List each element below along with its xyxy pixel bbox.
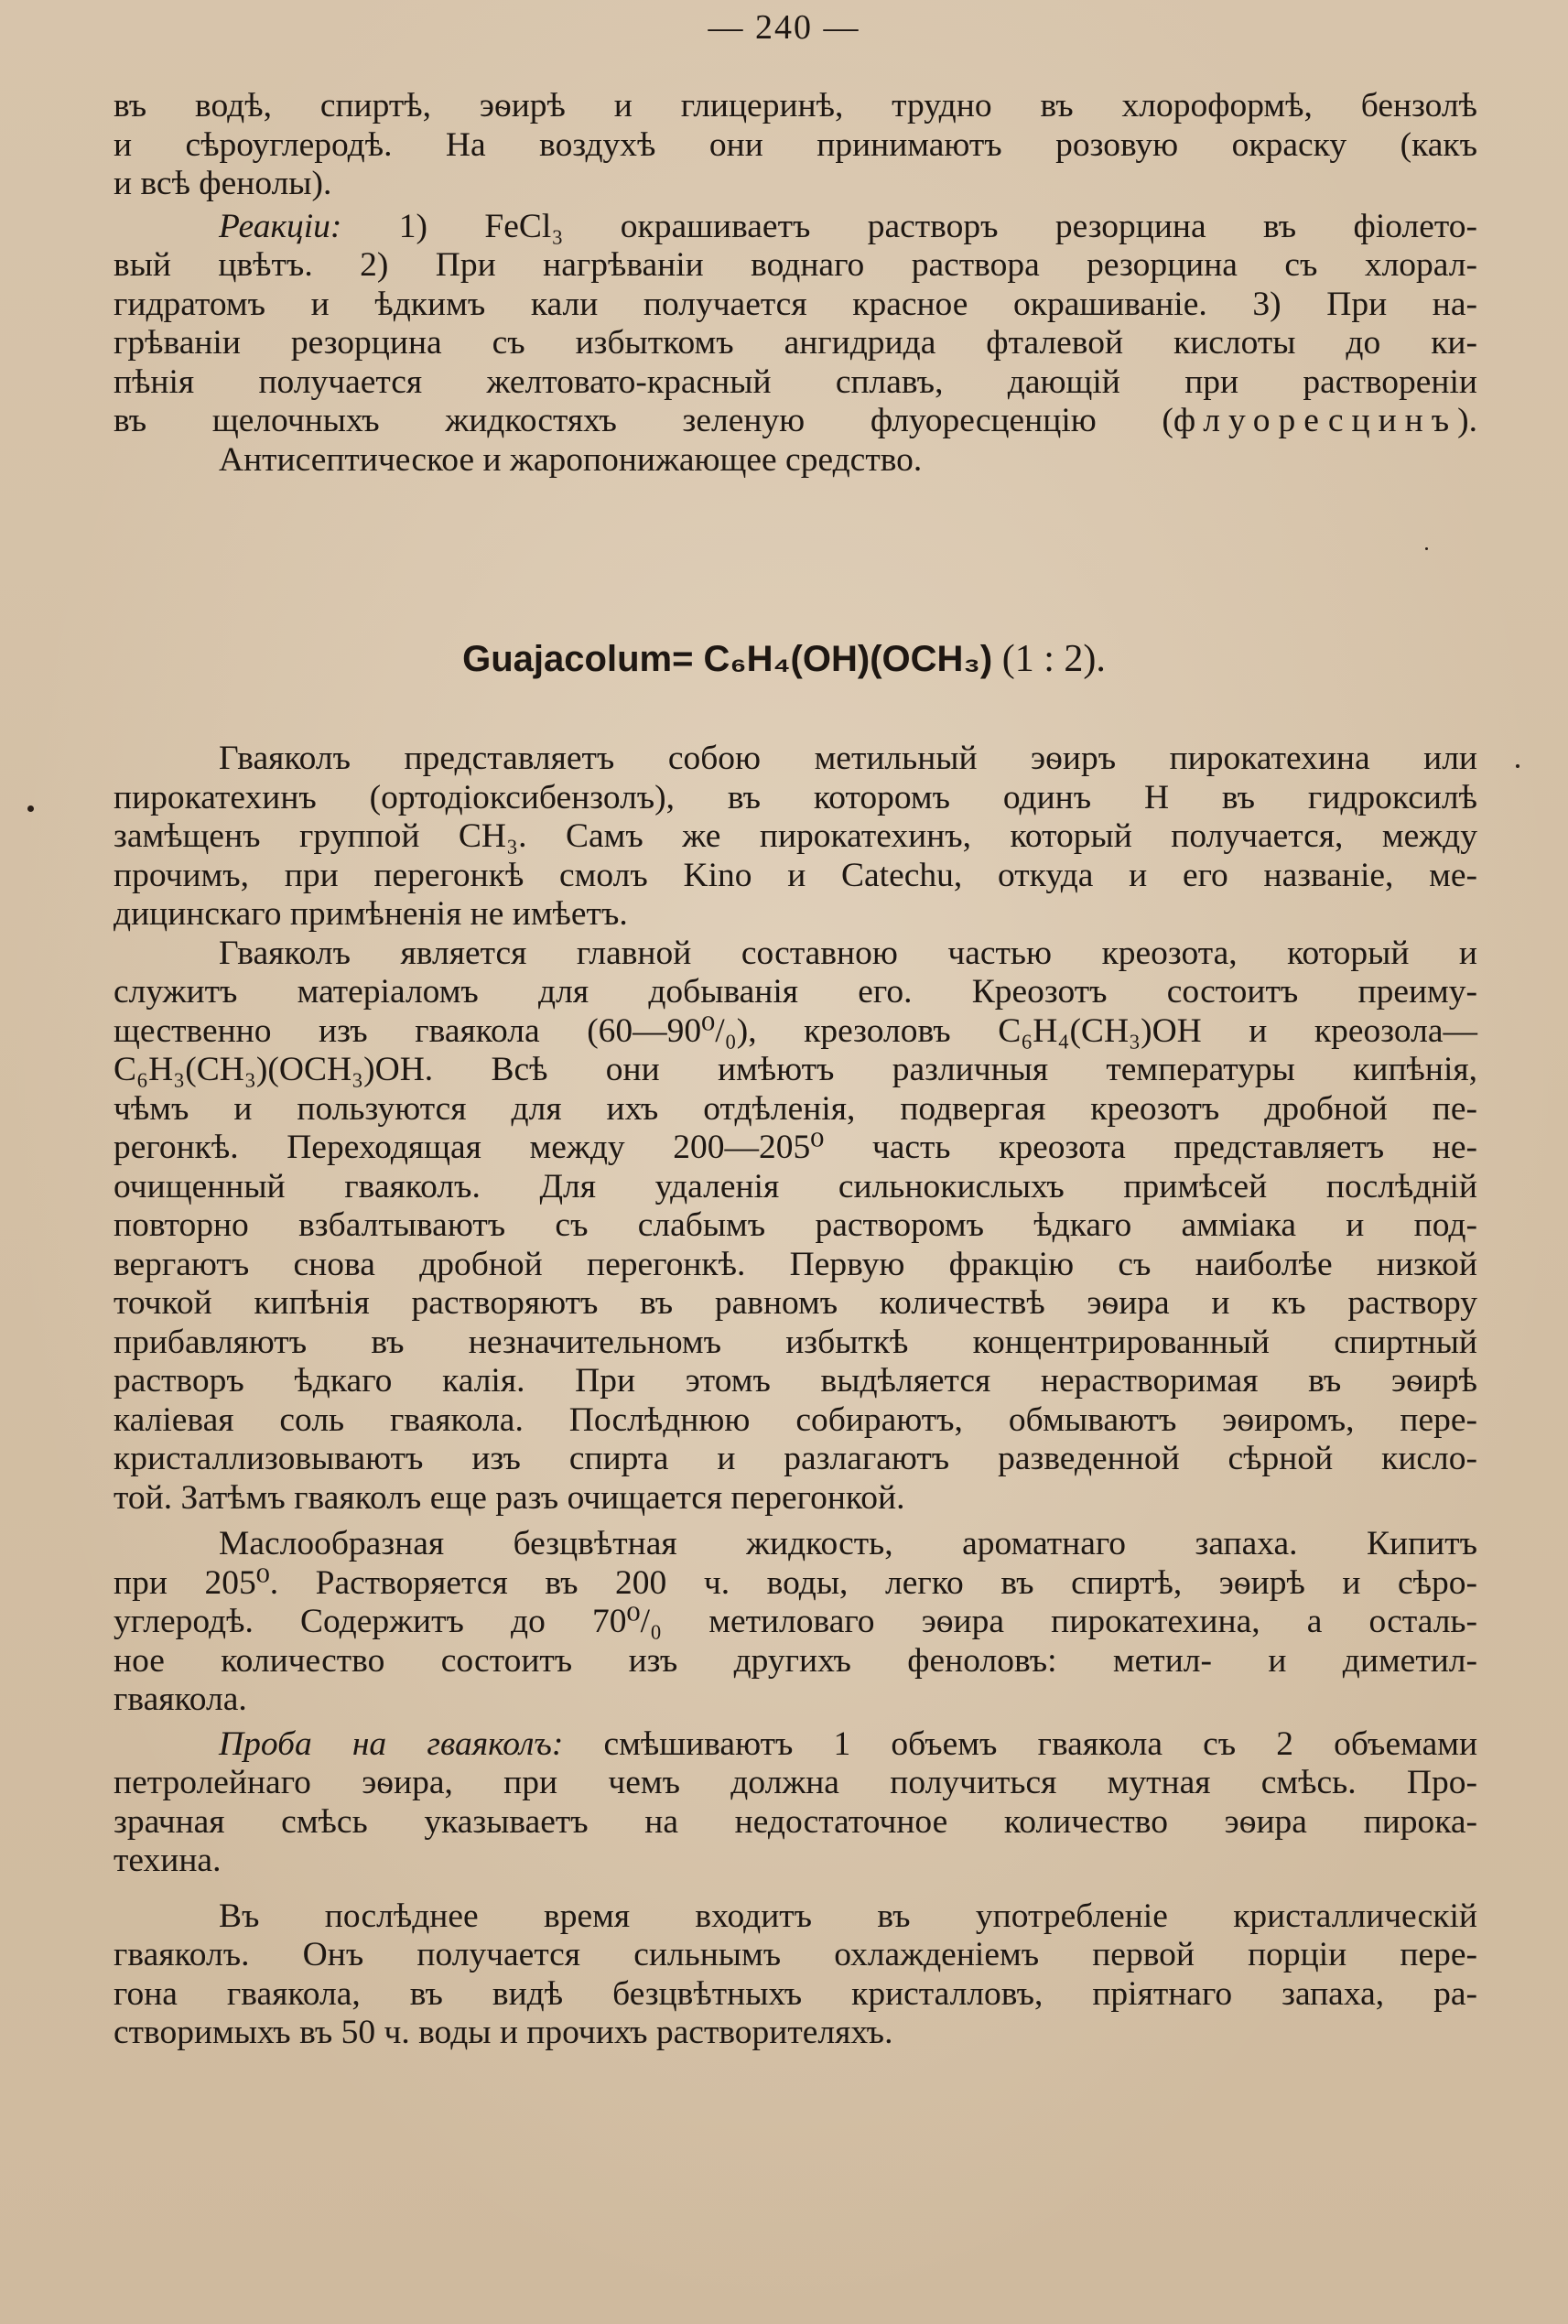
text-line: вергаютъ снова дробной перегонкѣ. Первую фракцію съ наиболѣе низкой bbox=[114, 1245, 1477, 1283]
text-line: пирокатехинъ (ортодіоксибензолъ), въ которомъ одинъ H въ гидроксилѣ bbox=[114, 778, 1477, 816]
paper-speck bbox=[1516, 764, 1519, 768]
test-line bbox=[114, 1725, 1477, 1765]
text-line: Гваяколъ представляетъ собою метильный эѳиръ пирокатехина или bbox=[219, 740, 1477, 777]
text-line: каліевая соль гваякола. Послѣднюю собираютъ, обмываютъ эѳиромъ, пере- bbox=[114, 1400, 1477, 1439]
text-line: Гваяколъ является главной составною частью креозота, который и bbox=[219, 934, 1477, 972]
text-line: и всѣ фенолы). bbox=[114, 165, 332, 202]
reactions-label: Реакціи: bbox=[219, 207, 342, 245]
text-line: кристаллизовываютъ изъ спирта и разлагаютъ разведенной сѣрной кисло- bbox=[114, 1440, 1477, 1477]
reactions-line bbox=[114, 208, 1477, 247]
text-line: точкой кипѣнія растворяютъ въ равномъ количествѣ эѳира и къ раствору bbox=[114, 1284, 1477, 1322]
text-line: Въ послѣднее время входитъ въ употребленіе кристаллическій bbox=[219, 1897, 1477, 1935]
text-line: Маслообразная безцвѣтная жидкость, ароматнаго запаха. Кипитъ bbox=[219, 1525, 1477, 1562]
text-line: грѣваніи резорцина съ избыткомъ ангидрида фталевой кислоты до ки- bbox=[114, 324, 1477, 362]
heading-name: Guajacolum bbox=[462, 639, 673, 679]
page-number: — 240 — bbox=[708, 8, 860, 47]
test-label: Проба на гваяколъ: bbox=[219, 1724, 564, 1763]
text-line: прибавляютъ въ незначительномъ избыткѣ концентрированный спиртный bbox=[114, 1323, 1477, 1361]
heading-formula: = C₆H₄(OH)(OCH₃) bbox=[672, 639, 993, 679]
text-line: пѣнія получается желтовато-красный сплавъ, дающій при раствореніи bbox=[114, 362, 1477, 401]
fluorescence-line bbox=[114, 402, 1477, 441]
text-line: и сѣроуглеродѣ. На воздухѣ они принимаютъ розовую окраску (какъ bbox=[114, 125, 1477, 164]
text-line: щественно изъ гваякола (60—90⁰/₀), крезоловъ C₆H₄(CH₃)OH и креозола— bbox=[114, 1011, 1477, 1050]
text-line: растворъ ѣдкаго калія. При этомъ выдѣляется нерастворимая въ эѳирѣ bbox=[114, 1362, 1477, 1400]
text-line: зрачная смѣсь указываетъ на недостаточное количество эѳира пирока- bbox=[114, 1802, 1477, 1841]
text-line: 1) FeCl₃ окрашиваетъ растворъ резорцина въ фіолето- bbox=[398, 207, 1477, 245]
fluorescein-word: флуоресцинъ bbox=[1173, 402, 1458, 439]
closing-punctuation: ). bbox=[1457, 402, 1477, 439]
text-line: C₆H₃(CH₃)(OCH₃)OH. Всѣ они имѣютъ различныя температуры кипѣнія, bbox=[114, 1051, 1477, 1088]
text-line: той. Затѣмъ гваяколъ еще разъ очищается перегонкой. bbox=[114, 1478, 905, 1517]
text-line: замѣщенъ группой CH₃. Самъ же пирокатехинъ, который получается, между bbox=[114, 817, 1477, 855]
section-heading bbox=[0, 637, 1568, 681]
text-line: створимыхъ въ 50 ч. воды и прочихъ растворителяхъ. bbox=[114, 2014, 893, 2051]
text-line: петролейнаго эѳира, при чемъ должна получиться мутная смѣсь. Про- bbox=[114, 1764, 1477, 1801]
text-line: углеродѣ. Содержитъ до 70⁰/₀ метиловаго эѳира пирокатехина, а осталь- bbox=[114, 1603, 1477, 1640]
top-paragraphs bbox=[114, 87, 1477, 480]
text-line: гона гваякола, въ видѣ безцвѣтныхъ кристалловъ, пріятнаго запаха, ра- bbox=[114, 1974, 1477, 2013]
paper-speck bbox=[27, 805, 34, 812]
text-line: вый цвѣтъ. 2) При нагрѣваніи воднаго раствора резорцина съ хлорал- bbox=[114, 246, 1477, 284]
text-line: гваяколъ. Онъ получается сильнымъ охлажденіемъ первой порціи пере- bbox=[114, 1936, 1477, 1973]
text-line: чѣмъ и пользуются для ихъ отдѣленія, подвергая креозотъ дробной пе- bbox=[114, 1089, 1477, 1128]
text-line: гваякола. bbox=[114, 1681, 247, 1718]
text-line: въ водѣ, спиртѣ, эѳирѣ и глицеринѣ, трудно въ хлороформѣ, бензолѣ bbox=[114, 87, 1477, 124]
text-line: гидратомъ и ѣдкимъ кали получается красное окрашиваніе. 3) При на- bbox=[114, 285, 1477, 323]
text-line: служитъ матеріаломъ для добыванія его. Креозотъ состоитъ преиму- bbox=[114, 973, 1477, 1011]
text-line: регонкѣ. Переходящая между 200—205⁰ часть креозота представляетъ не- bbox=[114, 1129, 1477, 1166]
paper-speck bbox=[1425, 547, 1428, 550]
text-line: въ щелочныхъ жидкостяхъ зеленую флуоресценцію ( bbox=[114, 402, 1173, 439]
text-line: очищенный гваяколъ. Для удаленія сильнокислыхъ примѣсей послѣдній bbox=[114, 1167, 1477, 1205]
text-line: при 205⁰. Растворяется въ 200 ч. воды, легко въ спиртѣ, эѳирѣ и сѣро- bbox=[114, 1563, 1477, 1602]
text-line: ное количество состоитъ изъ другихъ феноловъ: метил- и диметил- bbox=[114, 1641, 1477, 1680]
text-line: повторно взбалтываютъ съ слабымъ растворомъ ѣдкаго амміака и под- bbox=[114, 1206, 1477, 1244]
text-line: прочимъ, при перегонкѣ смолъ Kino и Catechu, откуда и его названіе, ме- bbox=[114, 856, 1477, 894]
text-line: дицинскаго примѣненія не имѣетъ. bbox=[114, 895, 628, 933]
text-line: смѣшиваютъ 1 объемъ гваякола съ 2 объемами bbox=[603, 1724, 1478, 1763]
heading-ratio: (1 : 2). bbox=[1001, 638, 1106, 680]
main-paragraphs bbox=[114, 740, 1477, 2053]
text-line: техина. bbox=[114, 1842, 222, 1879]
text-line: Антисептическое и жаропонижающее средство. bbox=[219, 440, 923, 479]
